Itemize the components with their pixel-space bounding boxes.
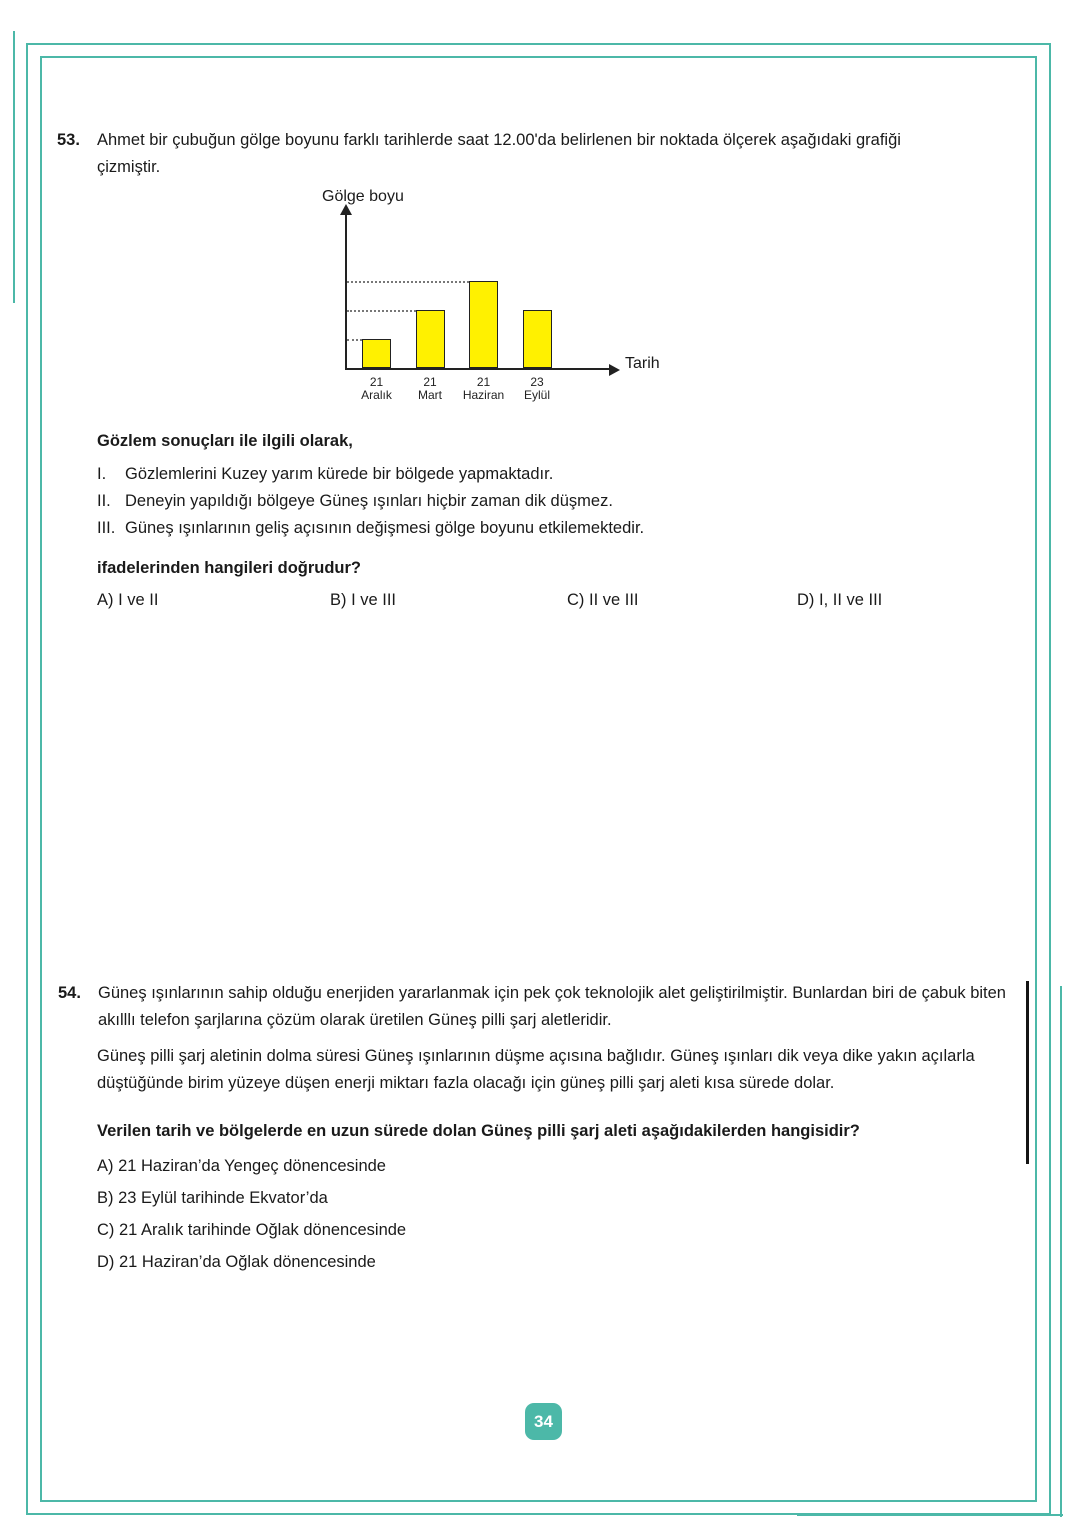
question-53-lead: Gözlem sonuçları ile ilgili olarak, [97,432,353,450]
chart-x-axis-label: Tarih [625,355,660,372]
question-54 [58,980,1018,1034]
q53-option-c: C) II ve III [567,591,639,609]
chart-tick-label-1: 21 Aralık [361,375,392,402]
question-54-paragraph-2: Güneş pilli şarj aletinin dolma süresi Güneş ışınlarının düşme açısına bağlıdır. Güneş ışınları dik veya dike yakın açılarla düştüğünde birim yüzeye düşen enerji miktarı fazla olacağı için güneş pilli şarj aleti kısa sürede dolar. [97,1047,975,1092]
chart-bar-21-aralık [362,339,391,368]
statement-3-numeral: III. [97,519,116,537]
page-number-badge: 34 [525,1403,562,1440]
chart-y-axis-label: Gölge boyu [322,188,404,205]
statement-2-text: Deneyin yapıldığı bölgeye Güneş ışınları hiçbir zaman dik düşmez. [125,492,613,510]
chart-tick-label-2: 21 Mart [418,375,442,402]
statement-2-numeral: II. [97,492,111,510]
chart-gridline [347,281,469,283]
decor-accent-bottom-right-vertical [1060,986,1062,1517]
question-54-paragraph-1: Güneş ışınlarının sahip olduğu enerjiden yararlanmak için pek çok teknolojik alet geliştirilmiştir. Bunlardan biri de çabuk biten akılllı telefon şarjlarına çözüm olarak üretilen Güneş pilli şarj aletleridir. [98,984,1006,1029]
statement-1-numeral: I. [97,465,107,483]
shadow-length-chart [322,188,702,423]
chart-gridline [347,339,362,341]
question-53-prompt: ifadelerinden hangileri doğrudur? [97,559,362,577]
decor-accent-bottom-right-horizontal [797,1514,1063,1516]
statement-2 [97,488,977,515]
statement-1 [97,461,977,488]
q53-option-b: B) I ve III [330,591,397,609]
statement-3-text: Güneş ışınlarının geliş açısının değişmesi gölge boyunu etkilemektedir. [125,519,645,537]
question-53-options [0,591,1080,615]
question-53 [57,127,972,181]
question-54-prompt: Verilen tarih ve bölgelerde en uzun sürede dolan Güneş pilli şarj aleti aşağıdakilerden hangisidir? [97,1122,860,1140]
question-53-number: 53. [57,131,80,149]
statement-3 [97,515,977,542]
revision-mark-bar [1026,981,1029,1164]
question-53-statements [97,461,977,542]
chart-gridline [347,310,416,312]
chart-bar-23-eylül [523,310,552,368]
q54-option-a: A) 21 Haziran’da Yengeç dönencesinde [97,1157,386,1175]
chart-plot-area [347,214,637,419]
question-53-intro: Ahmet bir çubuğun gölge boyunu farklı tarihlerde saat 12.00'da belirlenen bir noktada ölçerek aşağıdaki grafiği çizmiştir. [97,131,901,176]
chart-tick-label-3: 21 Haziran [462,375,505,402]
q54-option-b: B) 23 Eylül tarihinde Ekvator’da [97,1189,328,1207]
decor-accent-top-left [13,31,15,303]
q53-option-d: D) I, II ve III [797,591,883,609]
chart-bar-21-haziran [469,281,498,368]
q54-option-d: D) 21 Haziran’da Oğlak dönencesinde [97,1253,376,1271]
q53-option-a: A) I ve II [97,591,159,609]
q54-option-c: C) 21 Aralık tarihinde Oğlak dönencesinde [97,1221,407,1239]
statement-1-text: Gözlemlerini Kuzey yarım kürede bir bölgede yapmaktadır. [125,465,554,483]
chart-tick-label-4: 23 Eylül [523,375,551,402]
question-54-number: 54. [58,984,81,1002]
chart-bar-21-mart [416,310,445,368]
